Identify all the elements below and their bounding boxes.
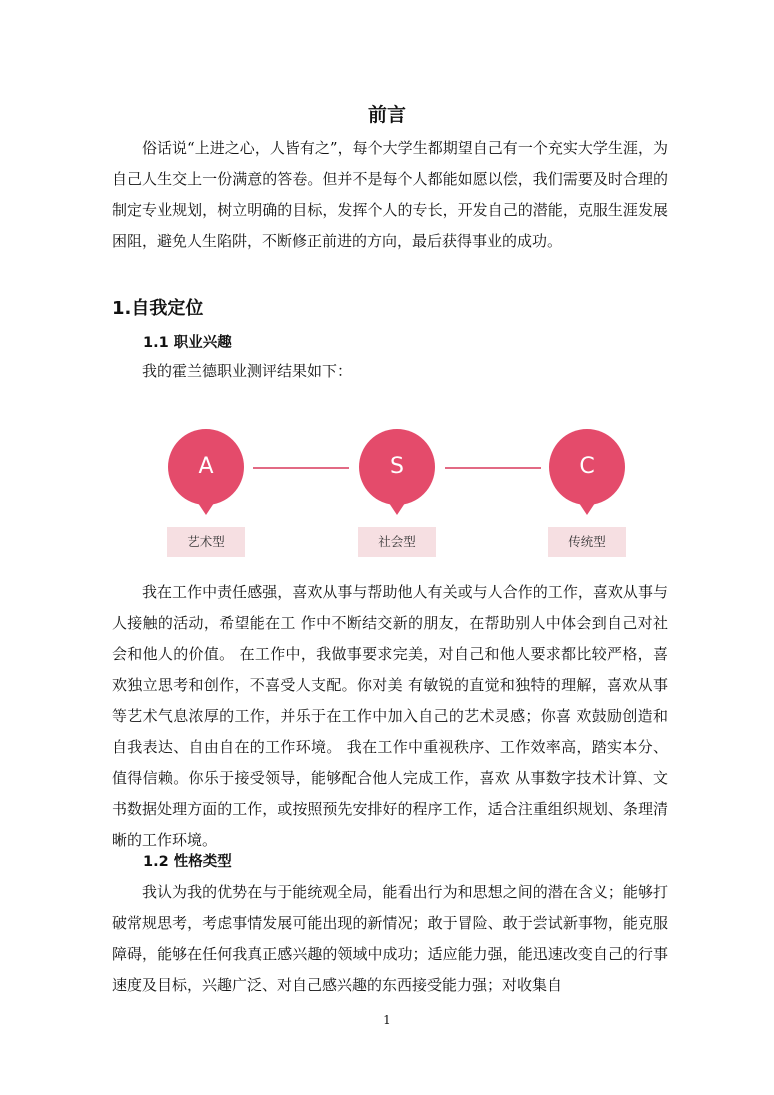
personality-paragraph: 我认为我的优势在与于能统观全局，能看出行为和思想之间的潜在含义；能够打破常规思考，考虑事情发展可能出现的新情况；敢于冒险、敢于尝试新事物，能克服障碍，能够在任何我真正感兴趣的领域中成功；适应能力强，能迅速改变自己的行事速度及目标，兴趣广泛、对自己感兴趣的东西接受能力强；对收集自 (112, 883, 668, 994)
subsection-heading-personality-type: 1.2 性格类型 (143, 854, 232, 870)
connector-line-s-c (445, 467, 541, 469)
connector-line-a-s (253, 467, 349, 469)
type-tag-conventional: 传统型 (548, 527, 626, 557)
intro-paragraph: 俗话说“上进之心，人皆有之”，每个大学生都期望自己有一个充实大学生涯，为自己人生交上一份满意的答卷。但并不是每个人都能如愿以偿，我们需要及时合理的制定专业规划，树立明确的目标，发挥个人的专长，开发自己的潜能，克服生涯发展困阻，避免人生陷阱，不断修正前进的方向，最后获得事业的成功。 (112, 139, 668, 250)
holland-node-a: A (168, 429, 244, 505)
page-title: 前言 (367, 104, 406, 126)
node-pointer-c (579, 503, 595, 515)
holland-node-c: C (549, 429, 625, 505)
holland-node-s: S (359, 429, 435, 505)
holland-result-lead: 我的霍兰德职业测评结果如下： (142, 362, 353, 380)
career-interest-paragraph: 我在工作中责任感强，喜欢从事与帮助他人有关或与人合作的工作，喜欢从事与人接触的活动，希望能在工 作中不断结交新的朋友，在帮助别人中体会到自己对社会和他人的价值。 在工作中，我做事要求完美，对自己和他人要求都比较严格，喜欢独立思考和创作，不喜受人支配。你对美 有敏锐的直觉和独特的理解，喜欢从事等艺术气息浓厚的工作，并乐于在工作中加入自己的艺术灵感；你喜 欢鼓励创造和自我表达、自由自在的工作环境。 我在工作中重视秩序、工作效率高，踏实本分、值得信赖。你乐于接受领导，能够配合他人完成工作，喜欢 从事数字技术计算、文书数据处理方面的工作，或按照预先安排好的程序工作，适合注重组织规划、条理清 晰的工作环境。 (112, 583, 668, 849)
type-tag-artistic: 艺术型 (167, 527, 245, 557)
subsection-heading-career-interest: 1.1 职业兴趣 (143, 335, 232, 351)
node-pointer-s (389, 503, 405, 515)
node-pointer-a (198, 503, 214, 515)
holland-code-diagram (163, 425, 633, 565)
section-heading-self-positioning: 1.自我定位 (112, 298, 204, 319)
page-number: 1 (383, 1013, 391, 1027)
type-tag-social: 社会型 (358, 527, 436, 557)
